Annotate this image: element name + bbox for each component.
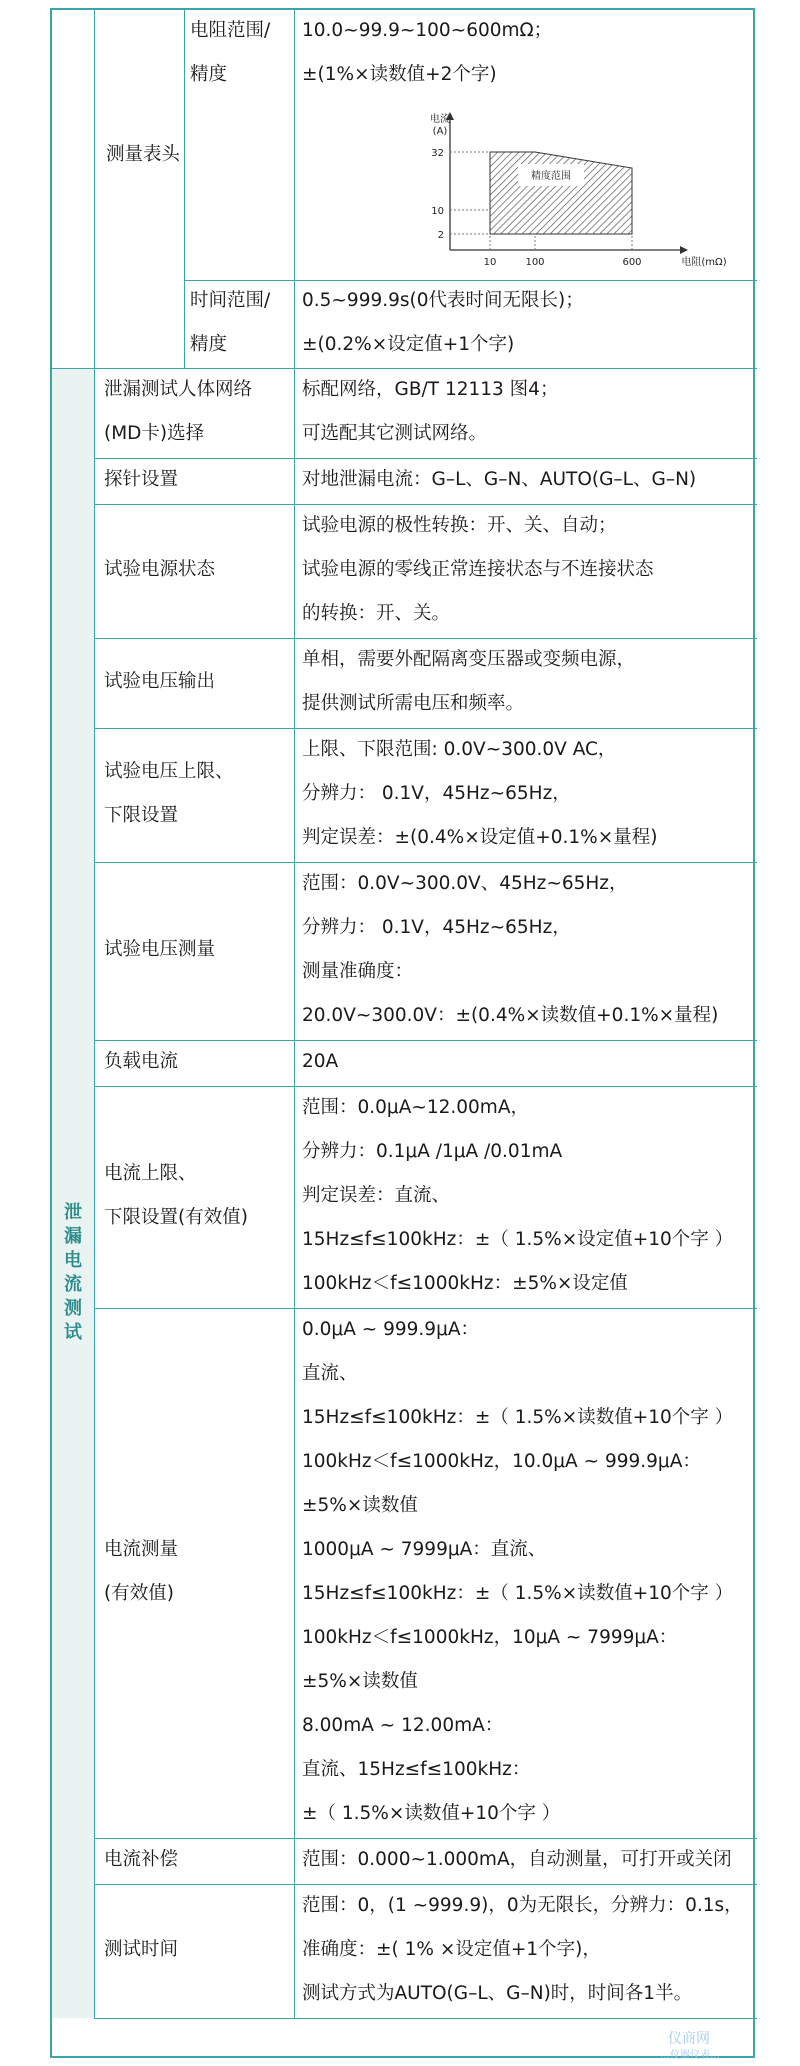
row-divider bbox=[94, 862, 757, 863]
x-axis-arrow bbox=[680, 246, 688, 254]
value-line: 20.0V~300.0V：±(0.4%×读数值+0.1%×量程) bbox=[302, 1005, 719, 1026]
value-line: 20A bbox=[302, 1051, 339, 1072]
region-label: 精度范围 bbox=[531, 171, 571, 182]
spec-table bbox=[50, 8, 755, 2058]
y-tick-label: 32 bbox=[431, 148, 444, 159]
value-line: 0.0μA ~ 999.9μA： bbox=[302, 1319, 479, 1340]
y-tick-label: 2 bbox=[437, 230, 444, 241]
value-line: ±（ 1.5%×读数值+10个字 ） bbox=[302, 1803, 561, 1824]
value-line: 试验电源的极性转换：开、关、自动； bbox=[302, 515, 617, 536]
row-divider bbox=[94, 638, 757, 639]
value-line: 上限、下限范围: 0.0V~300.0V AC， bbox=[302, 739, 617, 760]
column-divider bbox=[294, 368, 295, 2018]
row-label: 泄漏测试人体网络 bbox=[104, 379, 253, 400]
row-label: 电流上限、 bbox=[104, 1163, 197, 1184]
value-line: 15Hz≤f≤100kHz：±（ 1.5%×读数值+10个字 ） bbox=[302, 1583, 734, 1604]
row-label: 下限设置(有效值) bbox=[104, 1207, 248, 1228]
watermark-logo: 仪商网 bbox=[668, 2031, 710, 2047]
sub-label: 时间范围/ bbox=[190, 290, 271, 311]
row-divider bbox=[94, 1040, 757, 1041]
row-divider bbox=[94, 1086, 757, 1087]
row-label: (MD卡)选择 bbox=[104, 423, 205, 444]
value-line: ±(1%×读数值+2个字) bbox=[302, 64, 497, 85]
value-line: 1000μA ~ 7999μA：直流、 bbox=[302, 1539, 547, 1560]
accuracy-range-chart bbox=[412, 110, 752, 280]
column-divider bbox=[294, 10, 295, 368]
value-line: 10.0~99.9~100~600mΩ； bbox=[302, 20, 553, 41]
value-line: 范围：0.000~1.000mA，自动测量，可打开或关闭 bbox=[302, 1849, 732, 1870]
value-line: 分辨力： 0.1V，45Hz~65Hz， bbox=[302, 917, 571, 938]
value-line: 的转换：开、关。 bbox=[302, 603, 451, 624]
sub-label: 精度 bbox=[190, 64, 228, 85]
sub-label: 电阻范围/ bbox=[190, 20, 271, 41]
column-divider bbox=[184, 10, 185, 368]
watermark-tagline: …仪器仪表… bbox=[660, 2050, 720, 2061]
value-line: 范围：0.0V~300.0V、45Hz~65Hz， bbox=[302, 873, 628, 894]
value-line: 对地泄漏电流：G–L、G–N、AUTO(G–L、G–N) bbox=[302, 469, 697, 490]
row-divider bbox=[94, 458, 757, 459]
value-line: 试验电源的零线正常连接状态与不连接状态 bbox=[302, 559, 654, 580]
row-divider bbox=[184, 280, 757, 281]
row-divider bbox=[94, 1884, 757, 1885]
value-line: 提供测试所需电压和频率。 bbox=[302, 693, 525, 714]
row-label: 试验电压上限、 bbox=[104, 761, 234, 782]
value-line: 测试方式为AUTO(G–L、G–N)时，时间各1半。 bbox=[302, 1983, 693, 2004]
column-divider bbox=[94, 368, 95, 2018]
row-label: 负载电流 bbox=[104, 1051, 179, 1072]
row-label: 测试时间 bbox=[104, 1939, 179, 1960]
group-vertical-label: 泄漏电流测试 bbox=[64, 1202, 82, 1343]
value-line: 直流、15Hz≤f≤100kHz： bbox=[302, 1759, 531, 1780]
row-divider bbox=[52, 368, 757, 369]
x-tick-label: 10 bbox=[483, 257, 497, 268]
row-label: 探针设置 bbox=[104, 469, 179, 490]
value-line: 分辨力： 0.1V，45Hz~65Hz， bbox=[302, 783, 571, 804]
value-line: 15Hz≤f≤100kHz：±（ 1.5%×设定值+10个字 ） bbox=[302, 1229, 734, 1250]
value-line: ±5%×读数值 bbox=[302, 1671, 418, 1692]
row-divider bbox=[94, 504, 757, 505]
value-line: 100kHz＜f≤1000kHz，10μA ~ 7999μA： bbox=[302, 1627, 678, 1648]
value-line: 判定误差：±(0.4%×设定值+0.1%×量程) bbox=[302, 827, 658, 848]
value-line: ±5%×读数值 bbox=[302, 1495, 418, 1516]
value-line: 单相，需要外配隔离变压器或变频电源， bbox=[302, 649, 636, 670]
row-divider bbox=[94, 1838, 757, 1839]
value-line: 8.00mA ~ 12.00mA： bbox=[302, 1715, 504, 1736]
row-label: 试验电压输出 bbox=[104, 671, 216, 692]
x-tick-label: 100 bbox=[525, 257, 545, 268]
value-line: 100kHz＜f≤1000kHz，10.0μA ~ 999.9μA： bbox=[302, 1451, 701, 1472]
row-label: (有效值) bbox=[104, 1583, 174, 1604]
x-tick-label: 600 bbox=[622, 257, 642, 268]
value-line: 范围：0，(1 ~999.9)，0为无限长，分辨力：0.1s， bbox=[302, 1895, 743, 1916]
value-line: 100kHz＜f≤1000kHz：±5%×设定值 bbox=[302, 1273, 628, 1294]
value-line: 0.5~999.9s(0代表时间无限长)； bbox=[302, 290, 584, 311]
value-line: 测量准确度： bbox=[302, 961, 414, 982]
value-line: 可选配其它测试网络。 bbox=[302, 423, 488, 444]
value-line: 范围：0.0μA~12.00mA， bbox=[302, 1097, 529, 1118]
y-axis-label: 电流 bbox=[430, 114, 450, 125]
row-divider bbox=[94, 2018, 757, 2019]
group-label-column bbox=[52, 368, 95, 2018]
row-divider bbox=[94, 728, 757, 729]
row-label: 下限设置 bbox=[104, 805, 179, 826]
value-line: ±(0.2%×设定值+1个字) bbox=[302, 334, 515, 355]
value-line: 标配网络，GB/T 12113 图4； bbox=[302, 379, 559, 400]
value-line: 分辨力：0.1μA /1μA /0.01mA bbox=[302, 1141, 563, 1162]
value-line: 直流、 bbox=[302, 1363, 358, 1384]
x-axis-label: 电阻(mΩ) bbox=[681, 257, 727, 268]
y-tick-label: 10 bbox=[431, 206, 444, 217]
y-axis-label: (A) bbox=[432, 126, 448, 137]
value-line: 准确度：±( 1% ×设定值+1个字)， bbox=[302, 1939, 601, 1960]
value-line: 15Hz≤f≤100kHz：±（ 1.5%×读数值+10个字 ） bbox=[302, 1407, 734, 1428]
section-label: 测量表头 bbox=[106, 144, 181, 165]
row-label: 试验电压测量 bbox=[104, 939, 216, 960]
row-divider bbox=[94, 1308, 757, 1309]
column-divider bbox=[94, 10, 95, 368]
row-label: 电流测量 bbox=[104, 1539, 179, 1560]
row-label: 试验电源状态 bbox=[104, 559, 216, 580]
value-line: 判定误差：直流、 bbox=[302, 1185, 451, 1206]
row-label: 电流补偿 bbox=[104, 1849, 179, 1870]
sub-label: 精度 bbox=[190, 334, 228, 355]
